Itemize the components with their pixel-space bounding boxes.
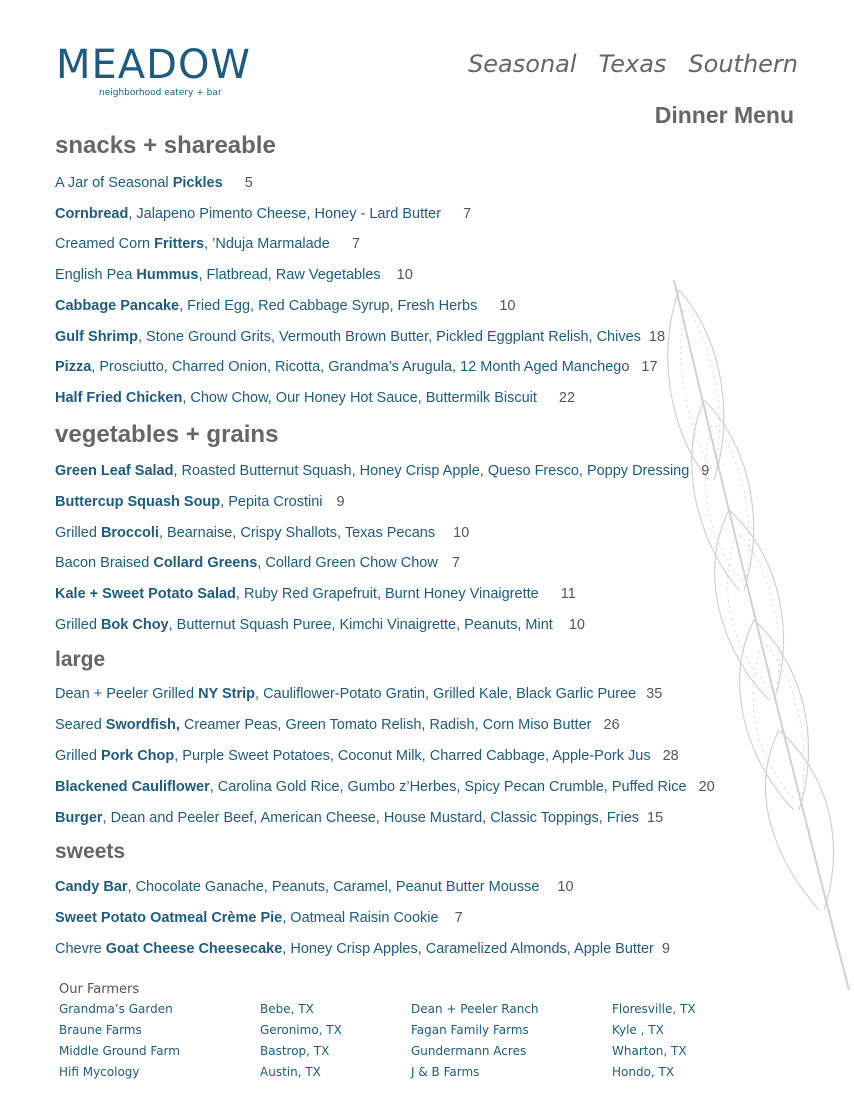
item-price: 9 [701,463,710,479]
menu-item: Grilled Broccoli, Bearnaise, Crispy Shallots, Texas Pecans 10 [55,525,470,541]
farmer-name: Grandma’s Garden [59,1002,173,1016]
item-price: 10 [557,879,574,895]
menu-item: Candy Bar, Chocolate Ganache, Peanuts, Caramel, Peanut Butter Mousse 10 [55,879,574,895]
farmer-name: Dean + Peeler Ranch [411,1002,539,1016]
item-price: 7 [454,910,463,926]
item-price: 35 [646,686,663,702]
menu-item: Cabbage Pancake, Fried Egg, Red Cabbage Syrup, Fresh Herbs 10 [55,298,516,314]
item-price: 7 [451,555,460,571]
item-price: 11 [560,586,576,602]
item-price: 15 [647,810,664,826]
farmer-location: Hondo, TX [612,1065,675,1079]
farmer-location: Bastrop, TX [260,1044,330,1058]
item-price: 18 [648,329,666,345]
menu-item: Gulf Shrimp, Stone Ground Grits, Vermouth Brown Butter, Pickled Eggplant Relish, Chives 18 [55,329,666,345]
menu-item: Buttercup Squash Soup, Pepita Crostini 9 [55,494,345,510]
menu-item: Bacon Braised Collard Greens, Collard Green Chow Chow 7 [55,555,460,571]
section-heading-large: large [55,648,106,671]
farmer-location: Austin, TX [260,1065,321,1079]
item-price: 10 [568,617,585,633]
wheat-icon [634,250,854,1010]
logo [56,44,251,98]
menu-item: Grilled Bok Choy, Butternut Squash Puree, Kimchi Vinaigrette, Peanuts, Mint 10 [55,617,585,633]
menu-item: Chevre Goat Cheese Cheesecake, Honey Crisp Apples, Caramelized Almonds, Apple Butter 9 [55,941,670,957]
farmer-location: Geronimo, TX [260,1023,342,1037]
farmer-name: Gundermann Acres [411,1044,527,1058]
menu-item: Cornbread, Jalapeno Pimento Cheese, Honey - Lard Butter 7 [55,206,472,222]
item-price: 9 [336,494,345,510]
item-price: 26 [603,717,620,733]
menu-item: Kale + Sweet Potato Salad, Ruby Red Grapefruit, Burnt Honey Vinaigrette 11 [55,586,576,602]
item-price: 7 [351,236,360,252]
item-price: 9 [661,941,670,957]
item-price: 20 [698,779,715,795]
section-heading-sweets: sweets [55,840,126,863]
item-price: 10 [453,525,470,541]
menu-item: A Jar of Seasonal Pickles 5 [55,175,253,191]
menu-item: Seared Swordfish, Creamer Peas, Green Tomato Relish, Radish, Corn Miso Butter 26 [55,717,620,733]
farmer-name: Hifi Mycology [59,1065,140,1079]
farmer-location: Bebe, TX [260,1002,314,1016]
logo-wordmark: MEADOW [56,42,251,88]
menu-item: Grilled Pork Chop, Purple Sweet Potatoes, Coconut Milk, Charred Cabbage, Apple-Pork Jus 28 [55,748,679,764]
item-price: 5 [244,175,253,191]
farmer-name: Middle Ground Farm [59,1044,180,1058]
farmer-location: Kyle , TX [612,1023,664,1037]
item-price: 22 [558,390,576,406]
section-heading-vegetables: vegetables + grains [55,421,279,448]
farmer-location: Wharton, TX [612,1044,687,1058]
menu-item: Pizza, Prosciutto, Charred Onion, Ricotta, Grandma’s Arugula, 12 Month Aged Manchego 17 [55,359,658,375]
tagline-word: Texas [598,50,667,78]
menu-item: Half Fried Chicken, Chow Chow, Our Honey Hot Sauce, Buttermilk Biscuit 22 [55,390,576,406]
logo-subtitle: neighborhood eatery + bar [99,88,222,98]
tagline-word: Southern [688,50,798,78]
item-price: 17 [641,359,658,375]
farmer-location: Floresville, TX [612,1002,696,1016]
menu-item: Sweet Potato Oatmeal Crème Pie, Oatmeal Raisin Cookie 7 [55,910,463,926]
menu-item: Creamed Corn Fritters, ’Nduja Marmalade 7 [55,236,360,252]
menu-item: Green Leaf Salad, Roasted Butternut Squash, Honey Crisp Apple, Queso Fresco, Poppy Dressing 9 [55,463,710,479]
farmer-name: J & B Farms [411,1065,480,1079]
menu-item: Blackened Cauliflower, Carolina Gold Rice, Gumbo z’Herbes, Spicy Pecan Crumble, Puffed Rice 20 [55,779,715,795]
menu-item: Burger, Dean and Peeler Beef, American Cheese, House Mustard, Classic Toppings, Fries 15 [55,810,664,826]
farmer-name: Braune Farms [59,1023,142,1037]
item-price: 28 [662,748,679,764]
tagline-word: Seasonal [468,50,577,78]
item-price: 10 [396,267,413,283]
tagline [468,50,798,78]
item-price: 7 [463,206,472,222]
farmers-title: Our Farmers [59,982,140,997]
section-heading-snacks: snacks + shareable [55,132,276,159]
menu-item: Dean + Peeler Grilled NY Strip, Cauliflower-Potato Gratin, Grilled Kale, Black Garlic Puree 35 [55,686,663,702]
farmer-name: Fagan Family Farms [411,1023,529,1037]
item-price: 10 [499,298,516,314]
menu-title: Dinner Menu [654,102,794,128]
menu-item: English Pea Hummus, Flatbread, Raw Vegetables 10 [55,267,413,283]
